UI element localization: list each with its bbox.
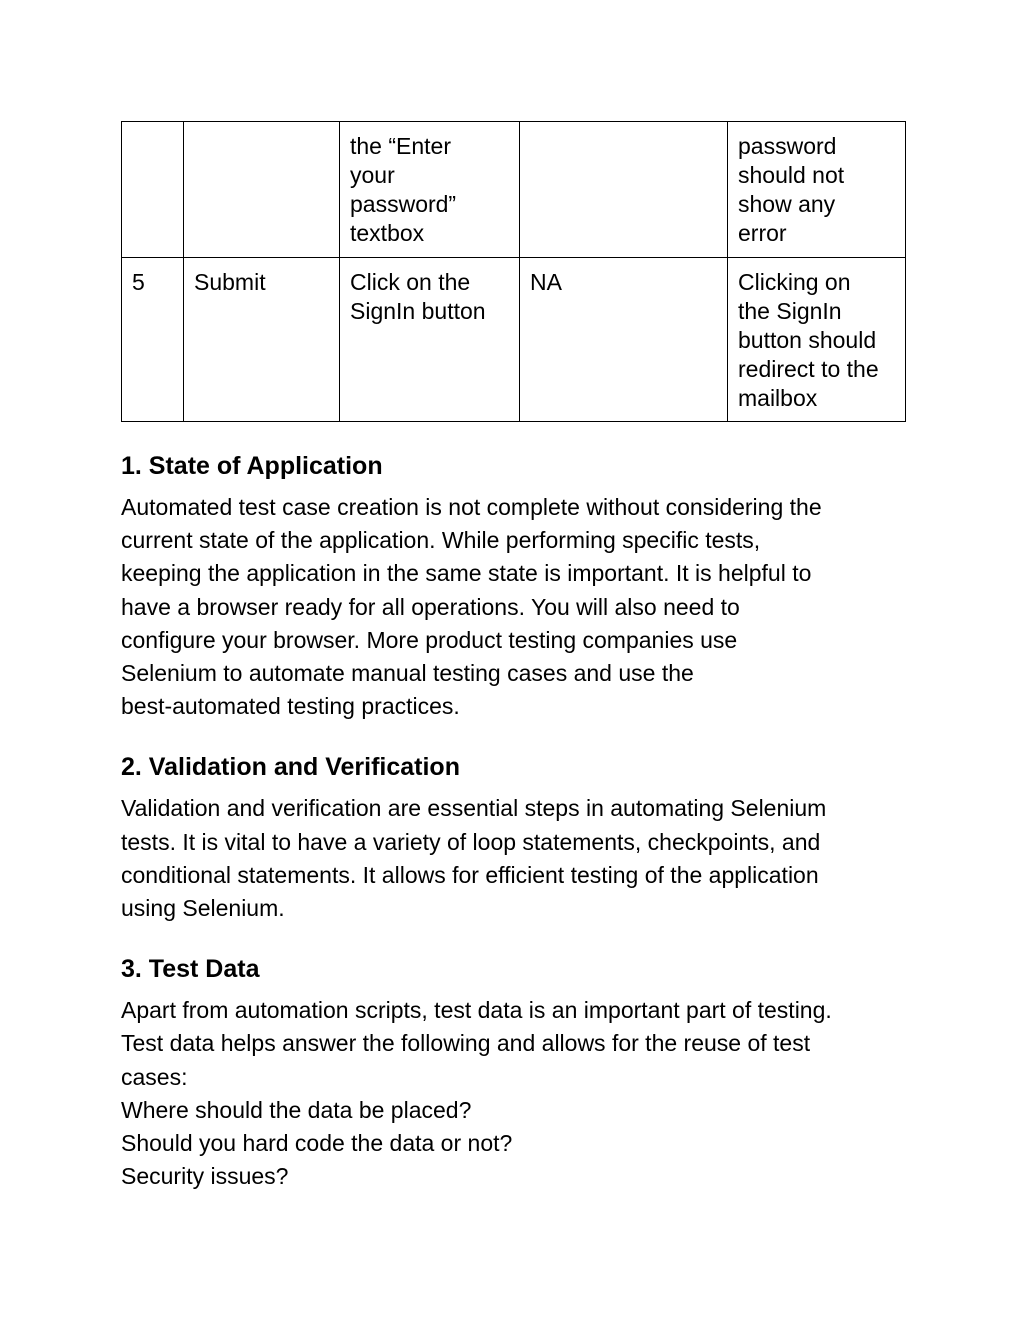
paragraph-line: Apart from automation scripts, test data is an important part of testing. <box>121 997 832 1024</box>
paragraph-line: configure your browser. More product testing companies use <box>121 626 738 653</box>
paragraph-line: Where should the data be placed? <box>121 1096 472 1123</box>
table-cell-step-name <box>184 258 340 422</box>
cell-text: NA <box>530 269 562 295</box>
table-row <box>122 122 906 258</box>
section-validation-and-verification <box>121 751 921 925</box>
cell-text: SignIn button <box>350 298 486 324</box>
section-paragraph <box>121 792 921 925</box>
table-cell-test-data <box>520 258 728 422</box>
cell-text: your <box>350 162 395 188</box>
paragraph-line: Test data helps answer the following and allows for the reuse of test <box>121 1030 811 1057</box>
table-cell-test-data <box>520 122 728 258</box>
paragraph-line: Validation and verification are essential steps in automating Selenium <box>121 795 827 822</box>
table-cell-expected-result <box>728 122 906 258</box>
cell-text: error <box>738 220 787 246</box>
cell-text: Click on the <box>350 269 471 295</box>
table-row <box>122 258 906 422</box>
table-cell-action <box>340 122 520 258</box>
cell-text: show any <box>738 191 836 217</box>
section-paragraph <box>121 491 921 723</box>
test-case-table <box>121 121 906 422</box>
cell-text: textbox <box>350 220 425 246</box>
paragraph-line: keeping the application in the same state is important. It is helpful to <box>121 560 812 587</box>
table-cell-step-name <box>184 122 340 258</box>
paragraph-line: cases: <box>121 1063 188 1090</box>
cell-text: should not <box>738 162 845 188</box>
paragraph-line: using Selenium. <box>121 895 285 922</box>
cell-text: password <box>738 133 837 159</box>
table-cell-expected-result <box>728 258 906 422</box>
cell-text: redirect to the <box>738 356 879 382</box>
section-heading: 1. State of Application <box>121 452 383 480</box>
cell-text: Clicking on <box>738 269 851 295</box>
cell-text: mailbox <box>738 385 818 411</box>
section-heading: 2. Validation and Verification <box>121 753 460 782</box>
paragraph-line: tests. It is vital to have a variety of loop statements, checkpoints, and <box>121 828 821 855</box>
section-state-of-application <box>121 450 921 723</box>
cell-text: the SignIn <box>738 298 842 324</box>
paragraph-line: Should you hard code the data or not? <box>121 1130 513 1157</box>
document-body <box>121 450 921 1193</box>
paragraph-line: current state of the application. While performing specific tests, <box>121 527 761 554</box>
paragraph-line: Security issues? <box>121 1163 289 1190</box>
table-cell-step-number <box>122 258 184 422</box>
paragraph-line: have a browser ready for all operations. You will also need to <box>121 593 740 620</box>
table-cell-action <box>340 258 520 422</box>
section-test-data <box>121 953 921 1193</box>
paragraph-line: best-automated testing practices. <box>121 693 460 720</box>
paragraph-line: Automated test case creation is not complete without considering the <box>121 494 822 520</box>
cell-text: button should <box>738 327 877 353</box>
paragraph-line: Selenium to automate manual testing cases and use the <box>121 660 694 687</box>
cell-text: 5 <box>132 269 145 295</box>
section-heading: 3. Test Data <box>121 955 260 984</box>
cell-text: password” <box>350 191 457 217</box>
paragraph-line: conditional statements. It allows for efficient testing of the application <box>121 861 819 888</box>
table-cell-step-number <box>122 122 184 258</box>
cell-text: the “Enter <box>350 133 451 159</box>
cell-text: Submit <box>194 269 266 295</box>
section-paragraph <box>121 994 921 1193</box>
